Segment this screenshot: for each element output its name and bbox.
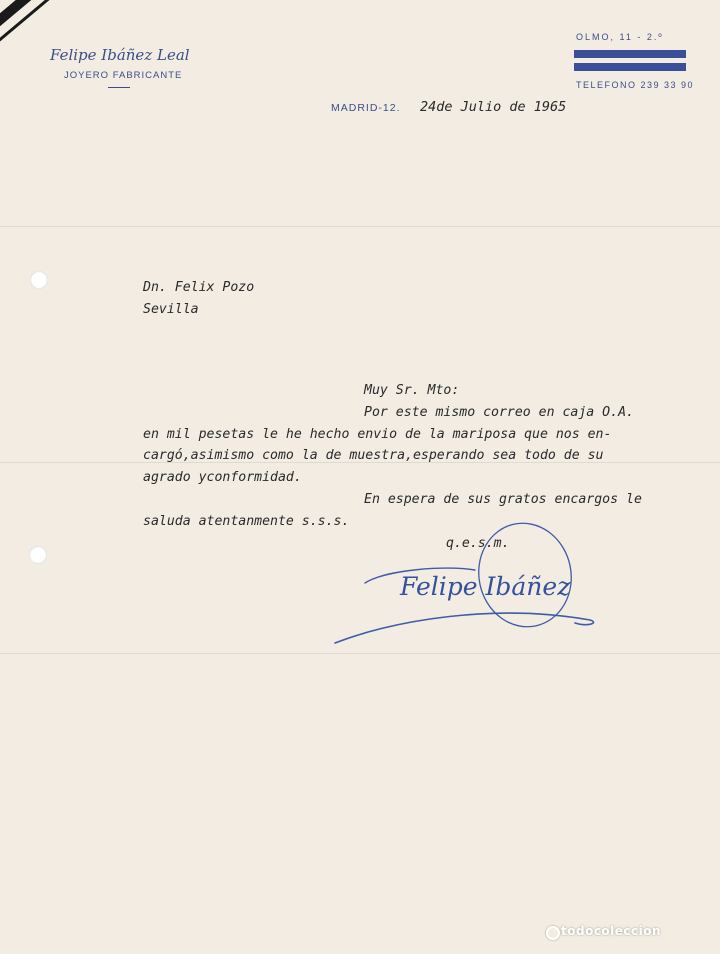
closing: q.e.s.m. <box>446 536 510 551</box>
fold-line <box>0 653 720 654</box>
recipient-city: Sevilla <box>143 302 199 317</box>
mourning-band <box>0 0 109 38</box>
handwritten-signature <box>325 515 605 650</box>
letterhead-name: Felipe Ibáñez Leal <box>50 46 190 64</box>
signature-text: Felipe Ibáñez <box>400 572 571 601</box>
body-line: En espera de sus gratos encargos le <box>364 492 642 507</box>
body-line: saluda atentanmente s.s.s. <box>143 514 350 529</box>
recipient-name: Dn. Felix Pozo <box>143 280 255 295</box>
watermark: todocoleccion <box>561 924 662 938</box>
punch-hole-icon <box>29 546 47 564</box>
fold-line <box>0 226 720 227</box>
struck-out-line <box>574 50 686 58</box>
letterhead-phone: TELEFONO 239 33 90 <box>576 80 695 90</box>
body-line: cargó,asimismo como la de muestra,esperando sea todo de su <box>143 448 604 463</box>
letterhead-rule <box>108 87 130 88</box>
salutation: Muy Sr. Mto: <box>364 383 460 398</box>
letterhead-address: OLMO, 11 - 2.º <box>576 32 664 42</box>
letterhead-profession: JOYERO FABRICANTE <box>64 70 183 81</box>
body-line: Por este mismo correo en caja O.A. <box>364 405 634 420</box>
letter-date: 24de Julio de 1965 <box>420 99 567 115</box>
body-line: en mil pesetas le he hecho envio de la mariposa que nos en- <box>143 427 612 442</box>
letter-city: MADRID-12. <box>331 102 401 114</box>
punch-hole-icon <box>30 271 48 289</box>
body-line: agrado yconformidad. <box>143 470 302 485</box>
struck-out-line <box>574 63 686 71</box>
